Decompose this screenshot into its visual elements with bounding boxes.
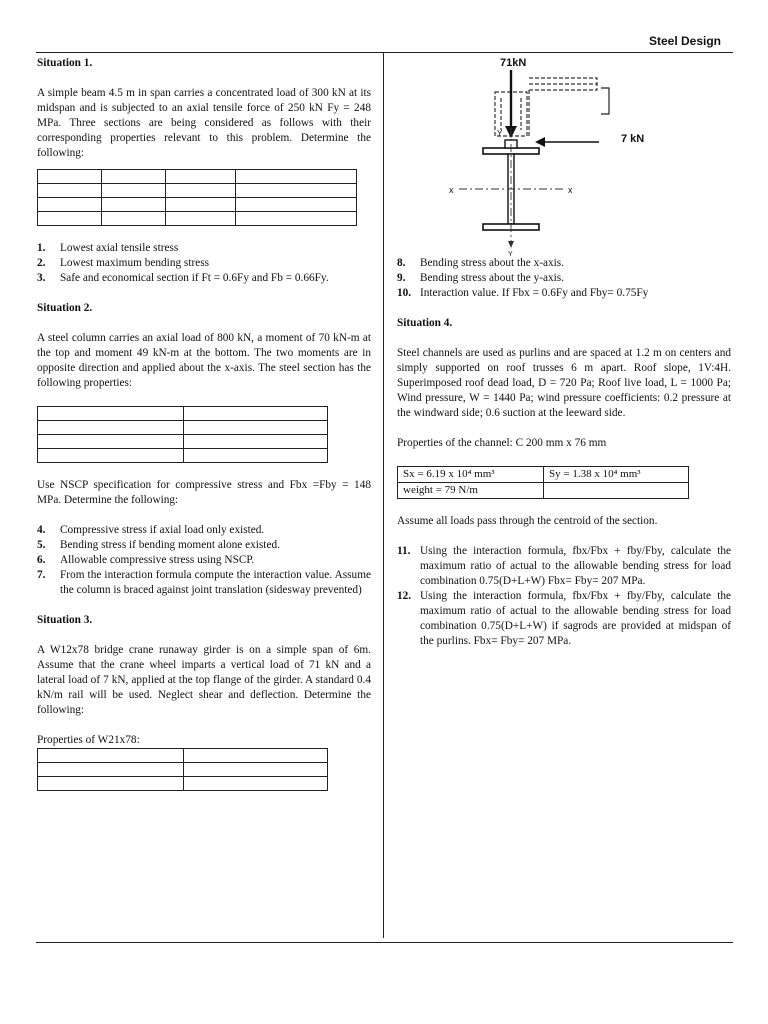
list-item: 1. Lowest axial tensile stress [37,242,179,254]
channel-properties-table [397,466,689,499]
situation4-assume: Assume all loads pass through the centroid of the section. [397,515,658,527]
footer-rule [36,942,733,943]
girder-diagram [389,56,723,256]
list-item: 11. Using the interaction formula, fbx/Fbx + fby/Fby, calculate the maximum ratio of actual to the allowable bending stress for load combination 0.75(D+L+W) Fbx= Fby= 207 MPa. [397,545,731,587]
x-axis-label-left: x [449,185,454,195]
sx-cell: Sx = 6.19 x 10⁴ mm³ [398,467,544,483]
list-item: 10. Interaction value. If Fbx = 0.6Fy and Fby= 0.75Fy [397,287,649,299]
lateral-load-label: 7 kN [621,133,645,145]
list-item: 8. Bending stress about the x-axis. [397,257,565,269]
situation4-props-label: Properties of the channel: C 200 mm x 76 mm [397,437,607,449]
y-axis-label-top: Y [497,129,503,138]
situation4-questions [397,544,731,649]
left-column [37,56,371,791]
situation2-table [37,406,328,463]
list-item: 5. Bending stress if bending moment alone existed. [37,539,280,551]
situation1-text: A simple beam 4.5 m in span carries a concentrated load of 300 kN at its midspan and is subjected to an axial tensile force of 250 kN Fy = 248 MPa. Three sections are being considered as follows with their corresponding properties relevant to this problem. Determine the following: [37,87,371,159]
header-title: Steel Design [648,34,721,48]
situation2-text: A steel column carries an axial load of 800 kN, a moment of 70 kN-m at the top and moment 49 kN-m at the bottom. The two moments are in opposite direction and applied about the x-axis. The steel section has the following properties: [37,332,371,389]
situation1-table [37,169,357,226]
situation3-title: Situation 3. [37,614,93,626]
vertical-load-label: 71kN [500,57,527,69]
sy-cell: Sy = 1.38 x 10⁴ mm³ [544,467,689,483]
situation1-questions [37,241,371,286]
x-axis-label-right: x [568,185,573,195]
list-item: 2. Lowest maximum bending stress [37,257,210,269]
situation4-text: Steel channels are used as purlins and are spaced at 1.2 m on centers and simply supported on roof trusses 6 m apart. Roof slope, 1V:4H. Superimposed roof dead load, D = 720 Pa; Roof live load, L = 1000 Pa; Wind pressure, W = 1440 Pa; wind pressure coefficients: 0.2 pressure at the windward side; 0.6 suction at the leeward side. [397,347,731,419]
crane-girder-figure [389,56,723,256]
y-axis-label-bottom: Y [508,251,513,258]
list-item: 3. Safe and economical section if Ft = 0.6Fy and Fb = 0.66Fy. [37,272,329,284]
list-item: 4. Compressive stress if axial load only existed. [37,524,265,536]
situation3-questions [397,256,731,301]
situation1-title: Situation 1. [37,57,93,69]
right-column [397,56,731,649]
situation2-note: Use NSCP specification for compressive stress and Fbx =Fby = 148 MPa. Determine the following: [37,479,371,506]
situation2-questions [37,523,371,598]
situation3-props-label: Properties of W21x78: [37,734,140,746]
list-item: 9. Bending stress about the y-axis. [397,272,565,284]
weight-cell: weight = 79 N/m [398,483,544,499]
page-header [36,32,733,53]
situation3-text: A W12x78 bridge crane runaway girder is on a simple span of 6m. Assume that the crane wheel imparts a vertical load of 71 kN and a lateral load of 7 kN, applied at the top flange of the girder. A standard 0.4 kN/m rail will be used. Neglect shear and deflection. Determine the following: [37,644,371,716]
column-divider [383,52,384,938]
list-item: 12. Using the interaction formula, fbx/Fbx + fby/Fby, calculate the maximum ratio of actual to the allowable bending stress for load combination 0.75(D+L+W) if sagrods are provided at midspan of the purlins. Fbx= Fby= 207 MPa. [397,590,731,647]
list-item: 7. From the interaction formula compute the interaction value. Assume the column is braced against joint translation (sidesway prevented) [37,569,371,596]
situation3-table [37,748,328,791]
list-item: 6. Allowable compressive stress using NSCP. [37,554,255,566]
situation2-title: Situation 2. [37,302,93,314]
situation4-title: Situation 4. [397,317,453,329]
